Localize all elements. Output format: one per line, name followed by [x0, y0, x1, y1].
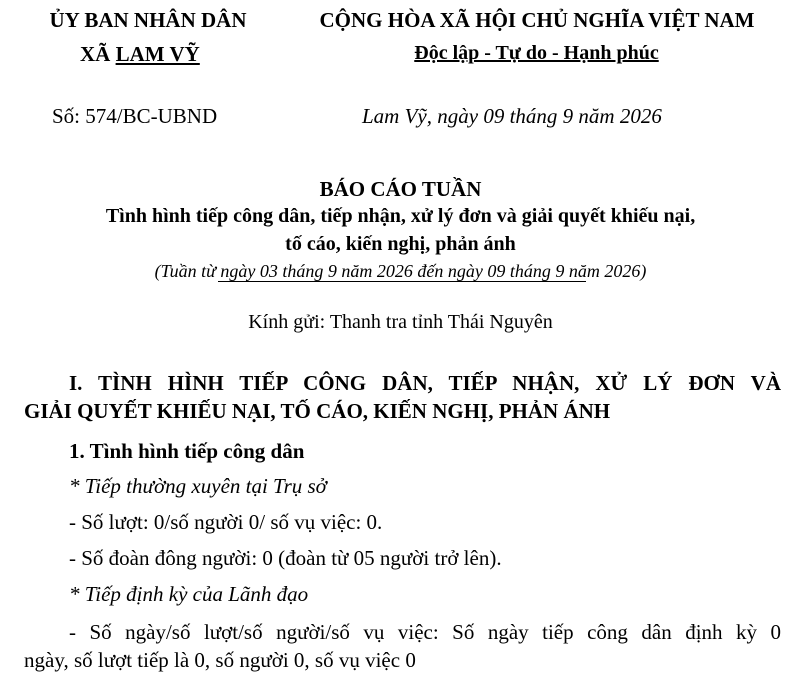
report-week-range: (Tuần từ ngày 03 tháng 9 năm 2026 đến ngày 09 tháng 9 năm 2026)	[154, 261, 647, 281]
subsection-heading: 1. Tình hình tiếp công dân	[69, 439, 305, 463]
report-title: BÁO CÁO TUẦN	[319, 177, 482, 201]
periodic-reception-heading: * Tiếp định kỳ của Lãnh đạo	[69, 582, 309, 606]
report-subtitle-line1: Tình hình tiếp công dân, tiếp nhận, xử lý đơn và giải quyết khiếu nại,	[105, 205, 696, 227]
week-range-underline	[218, 281, 586, 282]
section-heading-line2: GIẢI QUYẾT KHIẾU NẠI, TỐ CÁO, KIẾN NGHỊ, PHẢN ÁNH	[24, 399, 611, 423]
regular-reception-heading: * Tiếp thường xuyên tại Trụ sở	[69, 474, 327, 498]
recipient-line: Kính gửi: Thanh tra tỉnh Thái Nguyên	[248, 311, 553, 333]
periodic-reception-line1: - Số ngày/số lượt/số người/số vụ việc: Số ngày tiếp công dân định kỳ 0	[69, 620, 781, 644]
agency-commune-name: LAM VỸ	[115, 42, 200, 66]
document-date: Lam Vỹ, ngày 09 tháng 9 năm 2026	[362, 104, 662, 128]
agency-name-line1: ỦY BAN NHÂN DÂN	[49, 8, 247, 32]
periodic-reception-line2: ngày, số lượt tiếp là 0, số người 0, số vụ việc 0	[24, 648, 416, 672]
agency-name-line2	[80, 42, 200, 67]
report-subtitle-line2: tố cáo, kiến nghị, phản ánh	[285, 233, 516, 255]
regular-reception-count-line: - Số lượt: 0/số người 0/ số vụ việc: 0.	[69, 510, 383, 534]
national-title: CỘNG HÒA XÃ HỘI CHỦ NGHĨA VIỆT NAM	[319, 8, 755, 32]
national-motto: Độc lập - Tự do - Hạnh phúc	[414, 42, 659, 64]
agency-prefix: XÃ	[80, 42, 111, 66]
regular-reception-group-line: - Số đoàn đông người: 0 (đoàn từ 05 người trở lên).	[69, 546, 502, 570]
section-heading-line1: I. TÌNH HÌNH TIẾP CÔNG DÂN, TIẾP NHẬN, XỬ LÝ ĐƠN VÀ	[69, 371, 781, 395]
document-number: Số: 574/BC-UBND	[52, 104, 218, 128]
